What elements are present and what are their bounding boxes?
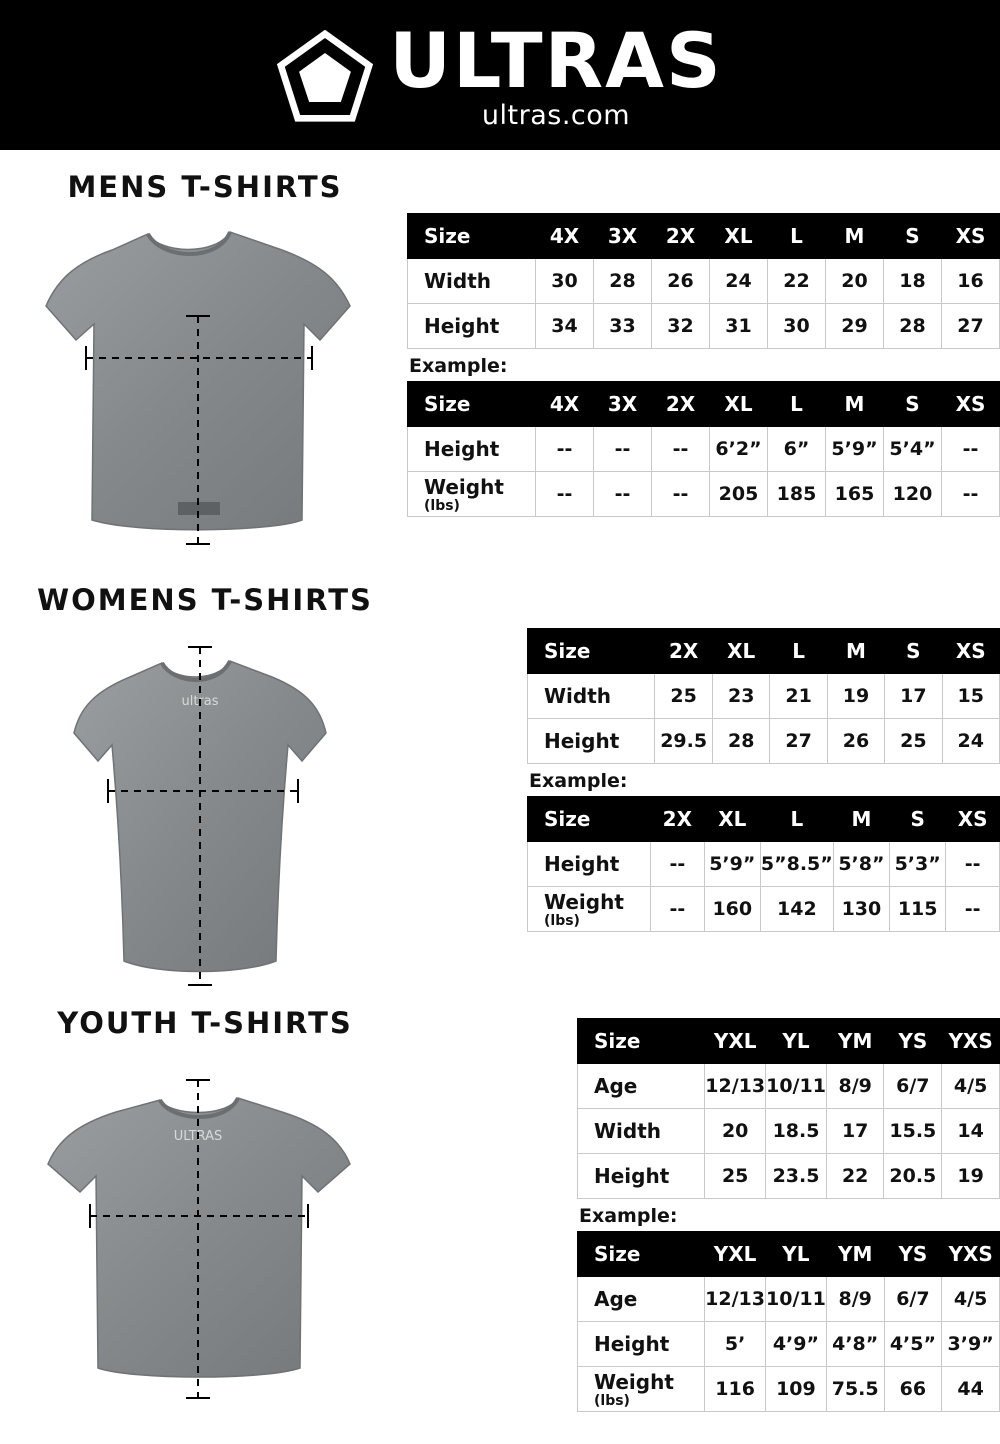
table-header-row bbox=[578, 1019, 1000, 1064]
cell: -- bbox=[946, 887, 1000, 932]
cell: 19 bbox=[942, 1154, 1000, 1199]
th-2x: 2X bbox=[652, 214, 710, 259]
th-xs: XS bbox=[942, 629, 1000, 674]
th-4x: 4X bbox=[536, 382, 594, 427]
cell: 4’8” bbox=[826, 1322, 884, 1367]
th-xs: XS bbox=[946, 797, 1000, 842]
cell: 22 bbox=[768, 259, 826, 304]
cell: 28 bbox=[594, 259, 652, 304]
cell: 185 bbox=[768, 472, 826, 517]
cell: 19 bbox=[827, 674, 884, 719]
cell: 109 bbox=[766, 1367, 827, 1412]
th-yxl: YXL bbox=[705, 1019, 766, 1064]
womens-tshirt-illustration bbox=[20, 633, 390, 993]
pentagon-shield-icon bbox=[277, 30, 373, 126]
cell: 25 bbox=[885, 719, 942, 764]
th-l: L bbox=[768, 382, 826, 427]
th-m: M bbox=[826, 382, 884, 427]
th-s: S bbox=[890, 797, 946, 842]
table-row bbox=[578, 1277, 1000, 1322]
row-label-weight-unit: (lbs) bbox=[594, 1392, 630, 1409]
brand-text bbox=[389, 16, 723, 131]
cell: 120 bbox=[884, 472, 942, 517]
cell: 25 bbox=[705, 1154, 766, 1199]
cell: 17 bbox=[885, 674, 942, 719]
cell: 115 bbox=[890, 887, 946, 932]
row-label-weight-main: Weight bbox=[424, 474, 504, 499]
th-yl: YL bbox=[766, 1232, 827, 1277]
table-header-row bbox=[578, 1232, 1000, 1277]
cell: 4/5 bbox=[942, 1064, 1000, 1109]
mens-example-label: Example: bbox=[409, 355, 508, 377]
cell: -- bbox=[651, 887, 705, 932]
table-row bbox=[578, 1109, 1000, 1154]
youth-chest-logo: ULTRAS bbox=[173, 1129, 223, 1144]
cell: 30 bbox=[536, 259, 594, 304]
cell: 130 bbox=[833, 887, 889, 932]
row-label-age: Age bbox=[578, 1064, 705, 1109]
brand-lockup bbox=[277, 16, 723, 131]
th-yxl: YXL bbox=[705, 1232, 766, 1277]
cell: 5’4” bbox=[884, 427, 942, 472]
cell: 116 bbox=[705, 1367, 766, 1412]
th-2x: 2X bbox=[655, 629, 713, 674]
cell: 33 bbox=[594, 304, 652, 349]
table-row bbox=[528, 719, 1000, 764]
womens-example-table bbox=[527, 796, 1000, 932]
table-header-row bbox=[528, 629, 1000, 674]
cell: -- bbox=[652, 472, 710, 517]
cell: -- bbox=[594, 427, 652, 472]
row-label-height: Height bbox=[408, 427, 536, 472]
mens-tshirt-svg bbox=[20, 220, 380, 550]
youth-example-label: Example: bbox=[579, 1205, 678, 1227]
row-label-weight-main: Weight bbox=[544, 889, 624, 914]
th-ys: YS bbox=[884, 1232, 942, 1277]
cell: 6/7 bbox=[884, 1064, 942, 1109]
table-row bbox=[528, 842, 1000, 887]
th-ym: YM bbox=[826, 1232, 884, 1277]
th-yxs: YXS bbox=[942, 1232, 1000, 1277]
th-l: L bbox=[770, 629, 827, 674]
cell: 25 bbox=[655, 674, 713, 719]
row-label-weight bbox=[578, 1367, 705, 1412]
cell: 5’8” bbox=[833, 842, 889, 887]
cell: 6” bbox=[768, 427, 826, 472]
th-size: Size bbox=[578, 1232, 705, 1277]
th-s: S bbox=[885, 629, 942, 674]
cell: 28 bbox=[884, 304, 942, 349]
mens-tshirt-illustration bbox=[20, 220, 390, 550]
th-xs: XS bbox=[942, 382, 1000, 427]
table-row bbox=[408, 259, 1000, 304]
cell: 18.5 bbox=[766, 1109, 827, 1154]
page-header bbox=[0, 0, 1000, 150]
table-row bbox=[528, 674, 1000, 719]
row-label-weight bbox=[528, 887, 651, 932]
cell: -- bbox=[536, 427, 594, 472]
womens-example-label: Example: bbox=[529, 770, 628, 792]
mens-example-table bbox=[407, 381, 1000, 517]
row-label-height: Height bbox=[578, 1322, 705, 1367]
youth-tshirt-svg bbox=[20, 1056, 380, 1406]
table-row bbox=[578, 1367, 1000, 1412]
cell: 16 bbox=[942, 259, 1000, 304]
cell: 160 bbox=[704, 887, 760, 932]
cell: 12/13 bbox=[705, 1277, 766, 1322]
section-youth-illustration bbox=[20, 1006, 390, 1406]
row-label-height: Height bbox=[578, 1154, 705, 1199]
th-2x: 2X bbox=[652, 382, 710, 427]
table-row bbox=[408, 472, 1000, 517]
cell: 24 bbox=[710, 259, 768, 304]
section-title-mens: MENS T-SHIRTS bbox=[67, 170, 343, 204]
youth-example-table bbox=[577, 1231, 1000, 1412]
section-title-womens: WOMENS T-SHIRTS bbox=[37, 583, 373, 617]
table-header-row bbox=[408, 382, 1000, 427]
cell: 4/5 bbox=[942, 1277, 1000, 1322]
cell: 23.5 bbox=[766, 1154, 827, 1199]
cell: 30 bbox=[768, 304, 826, 349]
cell: 21 bbox=[770, 674, 827, 719]
section-title-youth: YOUTH T-SHIRTS bbox=[57, 1006, 353, 1040]
table-header-row bbox=[528, 797, 1000, 842]
cell: 28 bbox=[713, 719, 770, 764]
table-row bbox=[408, 304, 1000, 349]
row-label-weight-unit: (lbs) bbox=[544, 912, 580, 929]
row-label-age: Age bbox=[578, 1277, 705, 1322]
youth-tshirt-illustration bbox=[20, 1056, 390, 1406]
th-xl: XL bbox=[704, 797, 760, 842]
th-yxs: YXS bbox=[942, 1019, 1000, 1064]
cell: -- bbox=[942, 427, 1000, 472]
cell: 15.5 bbox=[884, 1109, 942, 1154]
cell: 27 bbox=[770, 719, 827, 764]
cell: 10/11 bbox=[766, 1064, 827, 1109]
cell: 6’2” bbox=[710, 427, 768, 472]
table-header-row bbox=[408, 214, 1000, 259]
womens-size-table bbox=[527, 628, 1000, 764]
cell: 24 bbox=[942, 719, 1000, 764]
cell: 12/13 bbox=[705, 1064, 766, 1109]
th-xs: XS bbox=[942, 214, 1000, 259]
cell: 75.5 bbox=[826, 1367, 884, 1412]
cell: 8/9 bbox=[826, 1277, 884, 1322]
cell: 18 bbox=[884, 259, 942, 304]
row-label-height: Height bbox=[528, 719, 655, 764]
row-label-width: Width bbox=[408, 259, 536, 304]
cell: 5’ bbox=[705, 1322, 766, 1367]
cell: 17 bbox=[826, 1109, 884, 1154]
th-size: Size bbox=[408, 382, 536, 427]
mens-size-table bbox=[407, 213, 1000, 349]
th-4x: 4X bbox=[536, 214, 594, 259]
cell: 4’9” bbox=[766, 1322, 827, 1367]
row-label-weight-unit: (lbs) bbox=[424, 497, 460, 514]
brand-name: ULTRAS bbox=[389, 16, 723, 106]
section-womens-illustration bbox=[20, 583, 390, 993]
cell: 142 bbox=[760, 887, 833, 932]
cell: -- bbox=[946, 842, 1000, 887]
cell: 8/9 bbox=[826, 1064, 884, 1109]
cell: 15 bbox=[942, 674, 1000, 719]
cell: 66 bbox=[884, 1367, 942, 1412]
th-yl: YL bbox=[766, 1019, 827, 1064]
cell: 26 bbox=[827, 719, 884, 764]
cell: -- bbox=[942, 472, 1000, 517]
th-2x: 2X bbox=[651, 797, 705, 842]
youth-size-table bbox=[577, 1018, 1000, 1199]
womens-tshirt-svg bbox=[20, 633, 380, 993]
row-label-weight-main: Weight bbox=[594, 1369, 674, 1394]
cell: 29.5 bbox=[655, 719, 713, 764]
table-row bbox=[578, 1154, 1000, 1199]
cell: 32 bbox=[652, 304, 710, 349]
cell: 10/11 bbox=[766, 1277, 827, 1322]
cell: 20 bbox=[826, 259, 884, 304]
cell: 4’5” bbox=[884, 1322, 942, 1367]
table-row bbox=[528, 887, 1000, 932]
th-m: M bbox=[826, 214, 884, 259]
cell: 34 bbox=[536, 304, 594, 349]
th-s: S bbox=[884, 382, 942, 427]
cell: 5’9” bbox=[826, 427, 884, 472]
th-ys: YS bbox=[884, 1019, 942, 1064]
row-label-width: Width bbox=[578, 1109, 705, 1154]
cell: 26 bbox=[652, 259, 710, 304]
cell: 6/7 bbox=[884, 1277, 942, 1322]
cell: -- bbox=[536, 472, 594, 517]
cell: 44 bbox=[942, 1367, 1000, 1412]
th-size: Size bbox=[528, 629, 655, 674]
th-l: L bbox=[768, 214, 826, 259]
cell: 3’9” bbox=[942, 1322, 1000, 1367]
th-m: M bbox=[827, 629, 884, 674]
brand-url: ultras.com bbox=[481, 99, 631, 131]
table-row bbox=[578, 1322, 1000, 1367]
th-s: S bbox=[884, 214, 942, 259]
cell: -- bbox=[652, 427, 710, 472]
cell: 31 bbox=[710, 304, 768, 349]
row-label-width: Width bbox=[528, 674, 655, 719]
table-row bbox=[578, 1064, 1000, 1109]
th-xl: XL bbox=[710, 214, 768, 259]
cell: 29 bbox=[826, 304, 884, 349]
cell: -- bbox=[651, 842, 705, 887]
womens-chest-logo: ultras bbox=[181, 694, 219, 709]
cell: 5’3” bbox=[890, 842, 946, 887]
th-3x: 3X bbox=[594, 214, 652, 259]
th-size: Size bbox=[408, 214, 536, 259]
th-size: Size bbox=[528, 797, 651, 842]
th-xl: XL bbox=[713, 629, 770, 674]
cell: 165 bbox=[826, 472, 884, 517]
cell: 20 bbox=[705, 1109, 766, 1154]
row-label-height: Height bbox=[408, 304, 536, 349]
row-label-weight bbox=[408, 472, 536, 517]
th-size: Size bbox=[578, 1019, 705, 1064]
cell: 14 bbox=[942, 1109, 1000, 1154]
row-label-height: Height bbox=[528, 842, 651, 887]
mens-size-table-block bbox=[407, 213, 1000, 517]
youth-size-table-block bbox=[577, 1018, 1000, 1412]
cell: 5”8.5” bbox=[760, 842, 833, 887]
th-ym: YM bbox=[826, 1019, 884, 1064]
section-mens-illustration bbox=[20, 170, 390, 550]
cell: 205 bbox=[710, 472, 768, 517]
cell: 22 bbox=[826, 1154, 884, 1199]
womens-size-table-block bbox=[527, 628, 1000, 932]
th-xl: XL bbox=[710, 382, 768, 427]
th-l: L bbox=[760, 797, 833, 842]
table-row bbox=[408, 427, 1000, 472]
th-3x: 3X bbox=[594, 382, 652, 427]
cell: 5’9” bbox=[704, 842, 760, 887]
cell: -- bbox=[594, 472, 652, 517]
cell: 20.5 bbox=[884, 1154, 942, 1199]
cell: 27 bbox=[942, 304, 1000, 349]
cell: 23 bbox=[713, 674, 770, 719]
th-m: M bbox=[833, 797, 889, 842]
